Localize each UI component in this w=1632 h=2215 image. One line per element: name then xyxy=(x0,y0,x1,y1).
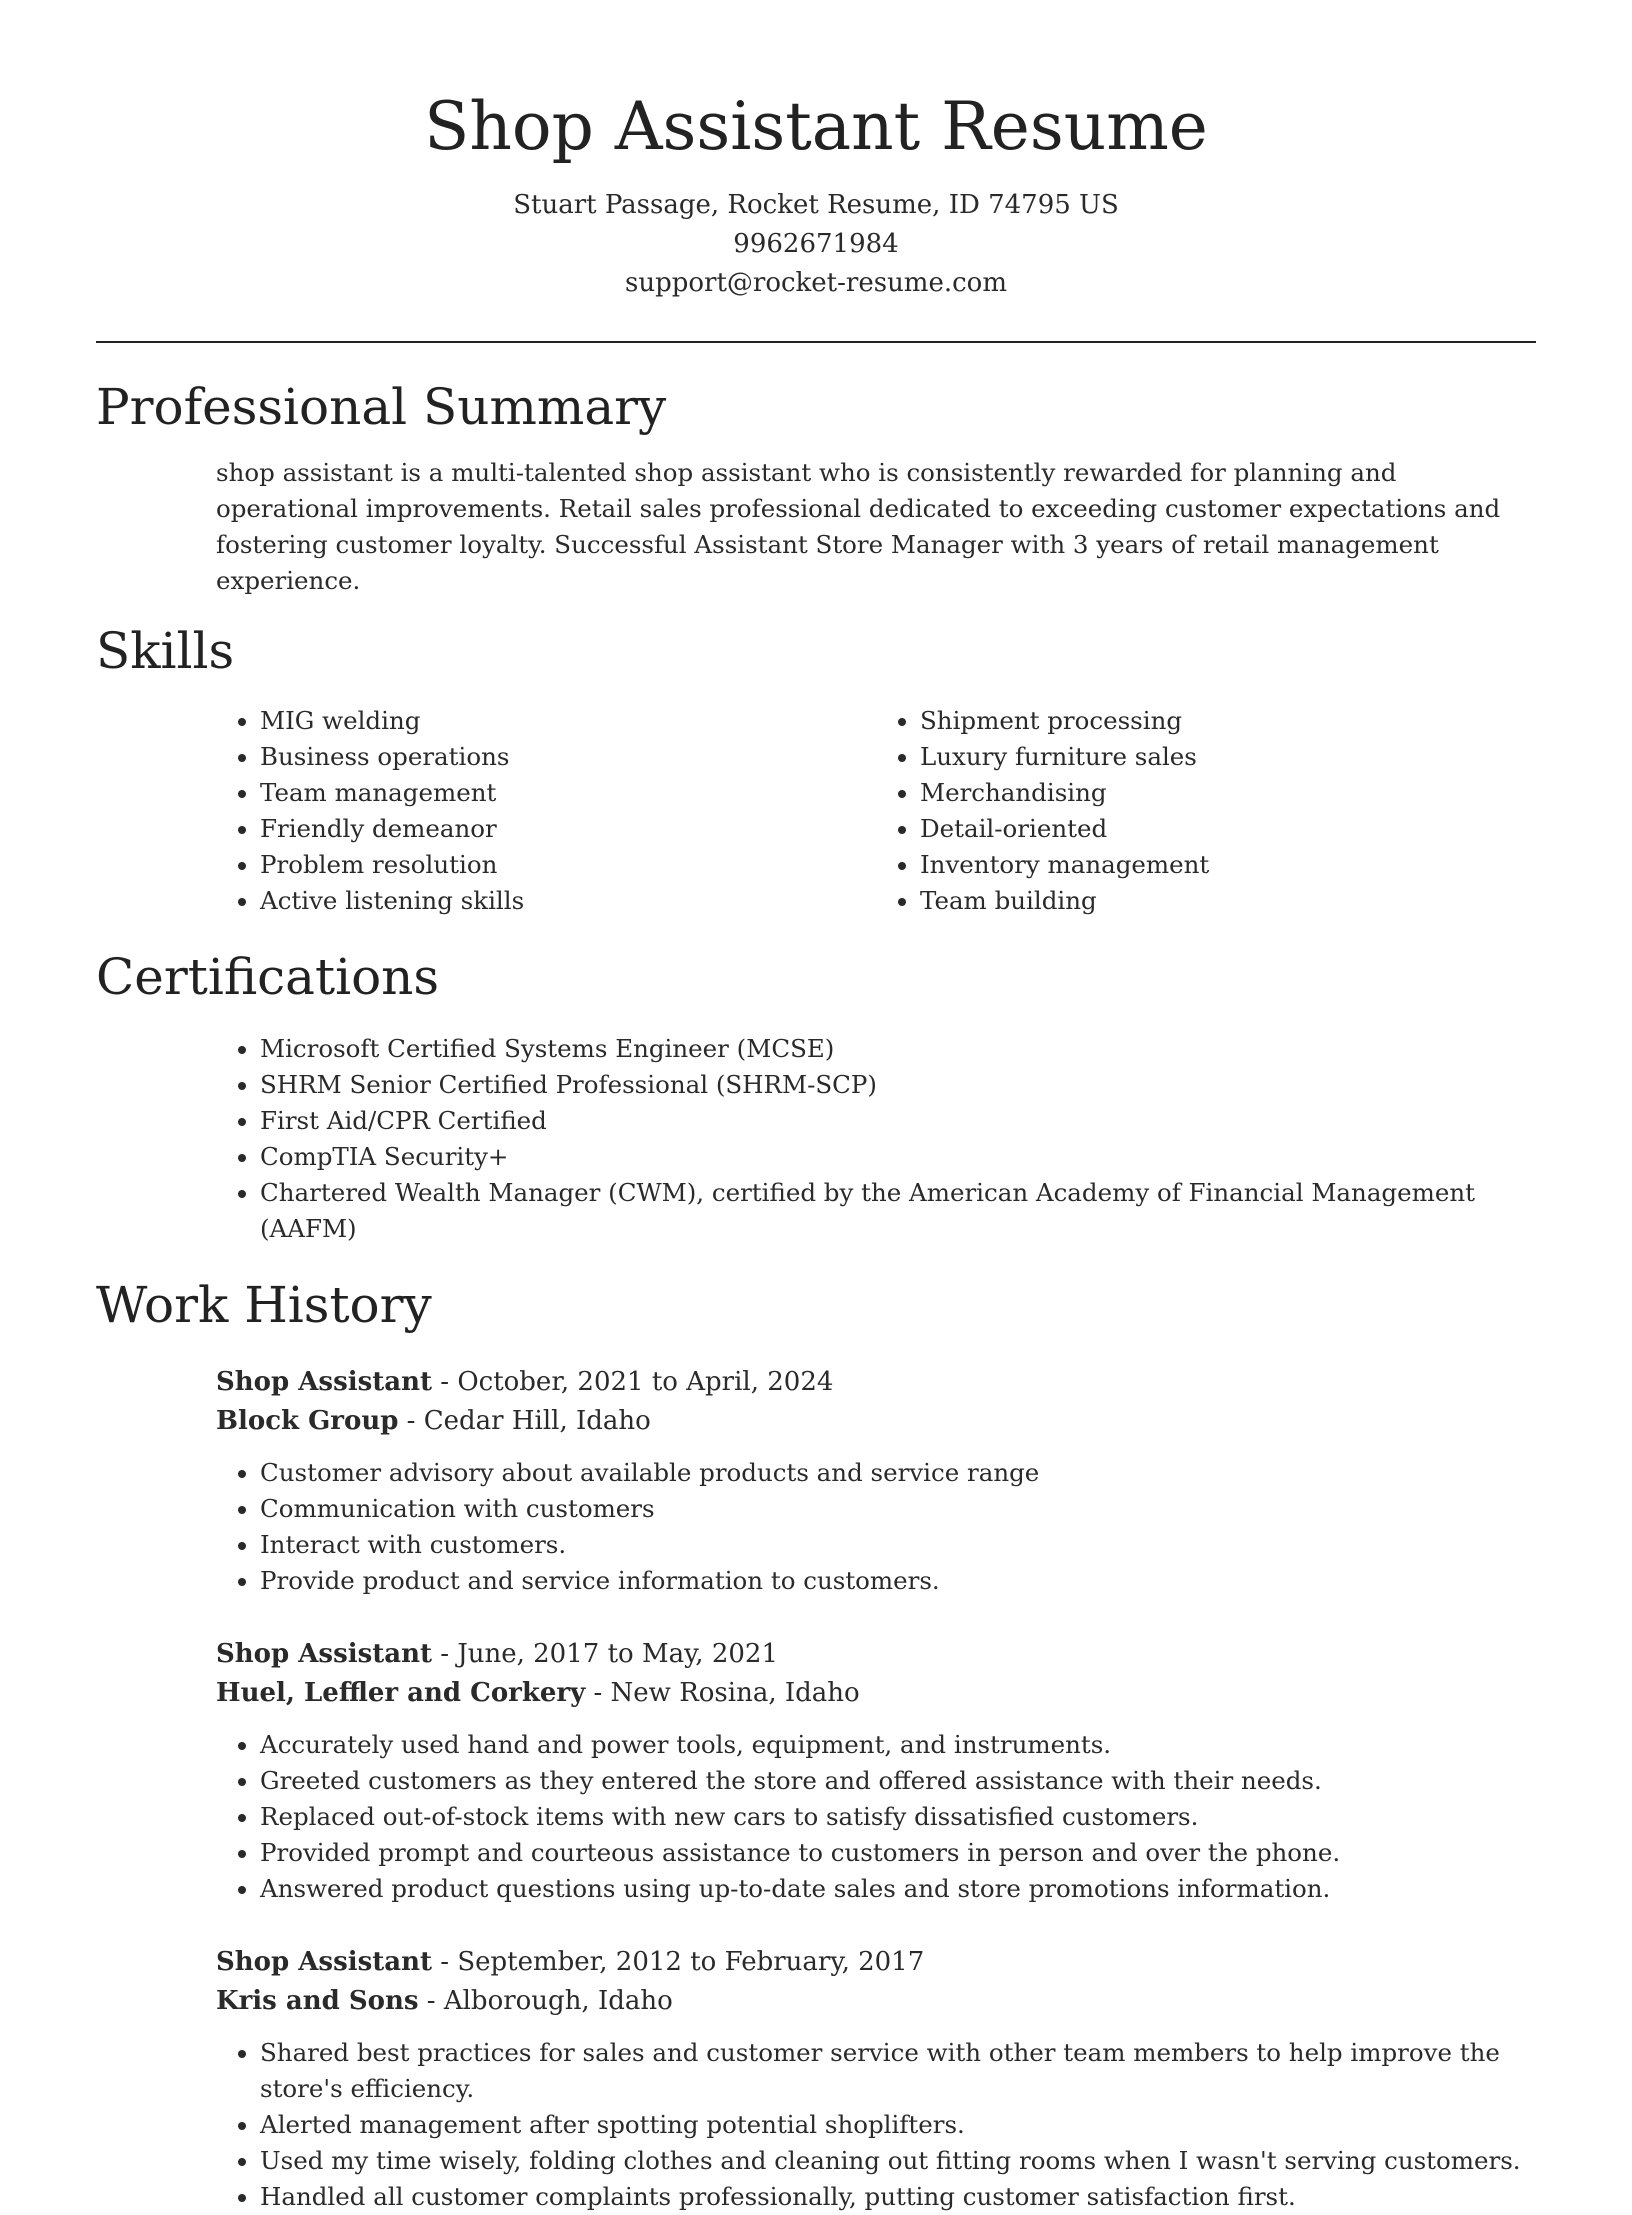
skill-item: • Problem resolution xyxy=(260,847,876,883)
job-duty-item: • Accurately used hand and power tools, equipment, and instruments. xyxy=(260,1727,1536,1763)
certifications-section xyxy=(96,947,1536,1247)
contact-block xyxy=(96,186,1536,303)
skill-item: • Merchandising xyxy=(920,775,1536,811)
job-title: Shop Assistant xyxy=(216,1367,432,1397)
job-title-line xyxy=(216,1635,1536,1674)
job-location: - Alborough, Idaho xyxy=(418,1986,673,2016)
certification-item: • Chartered Wealth Manager (CWM), certified by the American Academy of Financial Management (AAFM) xyxy=(260,1175,1536,1247)
contact-address: Stuart Passage, Rocket Resume, ID 74795 US xyxy=(513,190,1119,220)
work-history-heading: Work History xyxy=(96,1276,432,1334)
job-dates: - September, 2012 to February, 2017 xyxy=(432,1947,925,1977)
skills-section xyxy=(96,621,1536,919)
summary-text: shop assistant is a multi-talented shop assistant who is consistently rewarded for planning and operational improvements. Retail sales professional dedicated to exceeding customer expectations and fostering customer loyalty. Successful Assistant Store Manager with 3 years of retail management experience. xyxy=(216,458,1501,595)
skills-list-left xyxy=(216,703,876,919)
resume-header xyxy=(96,0,1536,303)
skill-item: • Shipment processing xyxy=(920,703,1536,739)
job-company-line xyxy=(216,1982,1536,2021)
job-title-line xyxy=(216,1943,1536,1982)
job-duty-item: • Greeted customers as they entered the store and offered assistance with their needs. xyxy=(260,1763,1536,1799)
job-duty-item: • Replaced out-of-stock items with new cars to satisfy dissatisfied customers. xyxy=(260,1799,1536,1835)
work-history-section xyxy=(96,1275,1536,2215)
job-company: Kris and Sons xyxy=(216,1986,419,2016)
job-company-line xyxy=(216,1402,1536,1441)
job-dates: - October, 2021 to April, 2024 xyxy=(432,1367,834,1397)
skill-item: • Luxury furniture sales xyxy=(920,739,1536,775)
skill-item: • Inventory management xyxy=(920,847,1536,883)
certifications-list xyxy=(216,1031,1536,1247)
summary-section xyxy=(96,377,1536,599)
job-duty-item: • Provided prompt and courteous assistance to customers in person and over the phone. xyxy=(260,1835,1536,1871)
job-location: - Cedar Hill, Idaho xyxy=(398,1406,651,1436)
job-duty-item: • Provide product and service information to customers. xyxy=(260,1563,1536,1599)
skills-heading: Skills xyxy=(96,622,235,680)
job-title: Shop Assistant xyxy=(216,1947,432,1977)
job-duty-item: • Handled all customer complaints professionally, putting customer satisfaction first. xyxy=(260,2179,1536,2215)
contact-email: support@rocket-resume.com xyxy=(624,268,1007,298)
skill-item: • Detail-oriented xyxy=(920,811,1536,847)
job-duty-item: • Customer advisory about available products and service range xyxy=(260,1455,1536,1491)
job-company: Block Group xyxy=(216,1406,399,1436)
skill-item: • Business operations xyxy=(260,739,876,775)
job-location: - New Rosina, Idaho xyxy=(585,1678,860,1708)
contact-phone: 9962671984 xyxy=(733,229,899,259)
skill-item: • MIG welding xyxy=(260,703,876,739)
certification-item: • CompTIA Security+ xyxy=(260,1139,1536,1175)
job-entry xyxy=(216,1635,1536,1907)
skills-grid xyxy=(216,703,1536,919)
certification-item: • SHRM Senior Certified Professional (SHRM-SCP) xyxy=(260,1067,1536,1103)
job-duty-item: • Shared best practices for sales and customer service with other team members to help improve the store's efficiency. xyxy=(260,2035,1536,2107)
job-duty-item: • Alerted management after spotting potential shoplifters. xyxy=(260,2107,1536,2143)
job-duty-item: • Used my time wisely, folding clothes and cleaning out fitting rooms when I wasn't serving customers. xyxy=(260,2143,1536,2179)
job-title: Shop Assistant xyxy=(216,1639,432,1669)
skill-item: • Team building xyxy=(920,883,1536,919)
skills-list-right xyxy=(876,703,1536,919)
skill-item: • Active listening skills xyxy=(260,883,876,919)
header-divider xyxy=(96,341,1536,343)
certification-item: • First Aid/CPR Certified xyxy=(260,1103,1536,1139)
summary-heading: Professional Summary xyxy=(96,378,667,436)
job-entry xyxy=(216,1363,1536,1599)
resume-page xyxy=(96,0,1536,2215)
job-duty-item: • Communication with customers xyxy=(260,1491,1536,1527)
job-duties-list xyxy=(216,1727,1536,1907)
job-company-line xyxy=(216,1674,1536,1713)
resume-title: Shop Assistant Resume xyxy=(424,88,1208,165)
skill-item: • Team management xyxy=(260,775,876,811)
skill-item: • Friendly demeanor xyxy=(260,811,876,847)
job-dates: - June, 2017 to May, 2021 xyxy=(432,1639,778,1669)
job-duties-list xyxy=(216,2035,1536,2215)
certifications-heading: Certifications xyxy=(96,948,440,1006)
job-duty-item: • Interact with customers. xyxy=(260,1527,1536,1563)
job-duties-list xyxy=(216,1455,1536,1599)
certification-item: • Microsoft Certified Systems Engineer (MCSE) xyxy=(260,1031,1536,1067)
job-company: Huel, Leffler and Corkery xyxy=(216,1678,586,1708)
job-title-line xyxy=(216,1363,1536,1402)
job-duty-item: • Answered product questions using up-to-date sales and store promotions information. xyxy=(260,1871,1536,1907)
job-entry xyxy=(216,1943,1536,2215)
